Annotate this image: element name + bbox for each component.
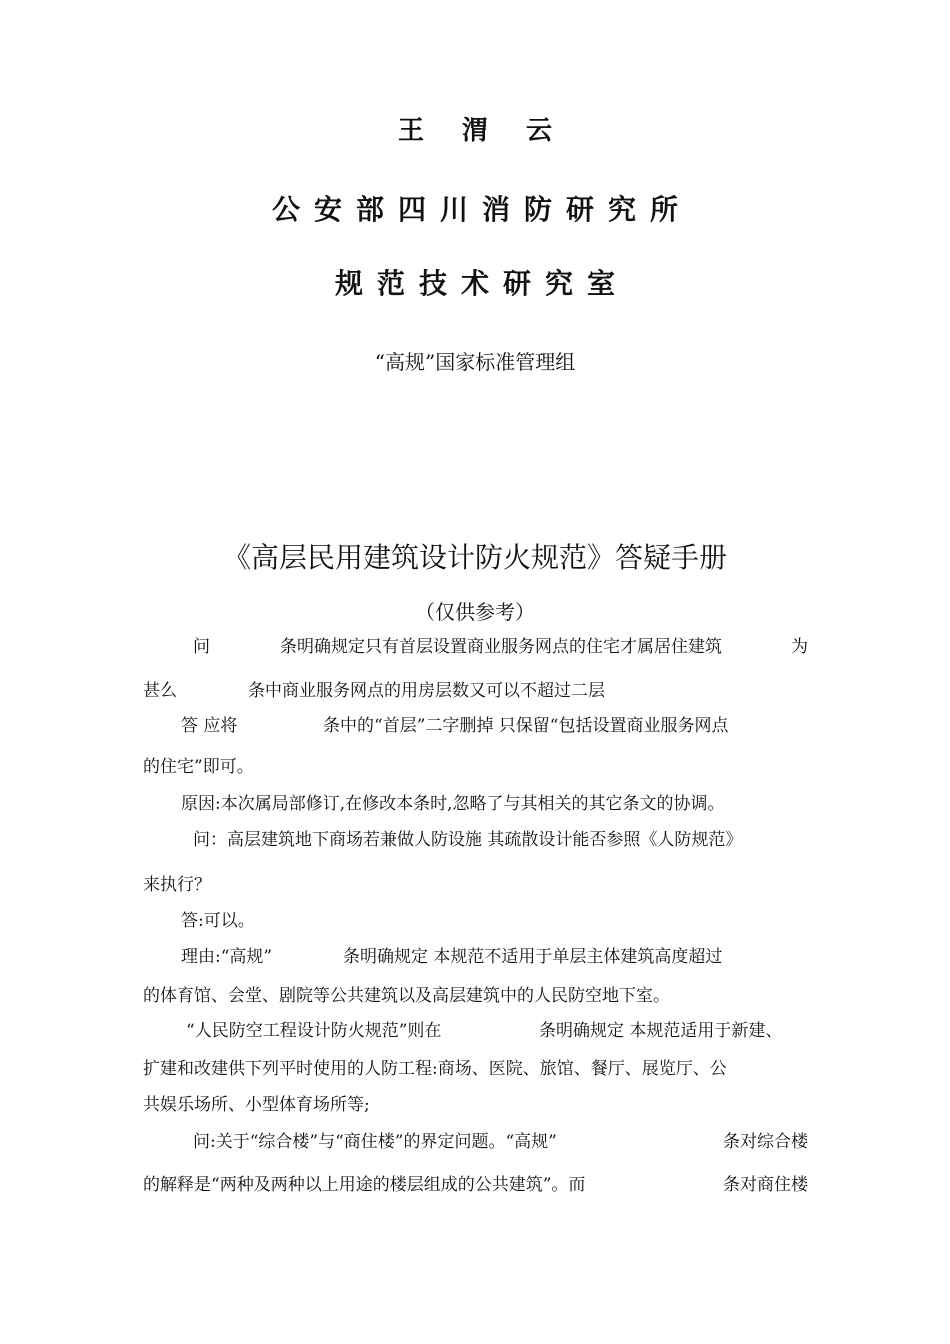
text-fragment: 条中商业服务网点的用房层数又可以不超过二层	[248, 681, 605, 701]
text-fragment: 条中的“首层”二字删掉 只保留“包括设置商业服务网点	[323, 716, 729, 736]
text-fragment: 答 应将	[181, 716, 238, 736]
text-fragment: 来执行？	[143, 875, 211, 895]
department-name: 规范技术研究室	[334, 267, 629, 300]
document-title: 《高层民用建筑设计防火规范》答疑手册	[222, 541, 727, 574]
author-name: 王渭云	[397, 116, 590, 146]
text-fragment: 条明确规定只有首层设置商业服务网点的住宅才属居住建筑	[280, 637, 722, 657]
text-fragment: 理由:“高规”	[181, 947, 273, 967]
text-fragment: 条明确规定 本规范不适用于单层主体建筑高度超过	[343, 947, 723, 967]
organization-name: 公安部四川消防研究所	[271, 193, 692, 226]
text-fragment: 条对综合楼	[723, 1132, 808, 1152]
document-subtitle: （仅供参考）	[415, 600, 535, 624]
text-fragment: 原因:本次属局部修订,在修改本条时,忽略了与其相关的其它条文的协调。	[181, 794, 725, 814]
text-fragment: “人民防空工程设计防火规范”则在	[186, 1021, 442, 1041]
text-fragment: 的住宅”即可。	[143, 757, 254, 777]
text-fragment: 问	[193, 637, 210, 657]
text-fragment: 为	[791, 637, 808, 657]
text-fragment: 的解释是“两种及两种以上用途的楼层组成的公共建筑”。而	[143, 1175, 586, 1195]
text-fragment: 条明确规定 本规范适用于新建、	[539, 1021, 783, 1041]
text-fragment: 共娱乐场所、小型体育场所等;	[143, 1095, 370, 1115]
text-fragment: 问:关于“综合楼”与“商住楼”的界定问题。“高规”	[193, 1132, 557, 1152]
text-fragment: 扩建和改建供下列平时使用的人防工程:商场、医院、旅馆、餐厅、展览厅、公	[143, 1059, 727, 1079]
standards-group: “高规”国家标准管理组	[374, 350, 576, 374]
text-fragment: 条对商住楼	[723, 1175, 808, 1195]
text-fragment: 问：高层建筑地下商场若兼做人防设施 其疏散设计能否参照《人防规范》	[193, 830, 743, 850]
text-fragment: 答:可以。	[181, 911, 255, 931]
text-fragment: 甚么	[143, 681, 177, 701]
text-fragment: 的体育馆、会堂、剧院等公共建筑以及高层建筑中的人民防空地下室。	[143, 986, 670, 1006]
